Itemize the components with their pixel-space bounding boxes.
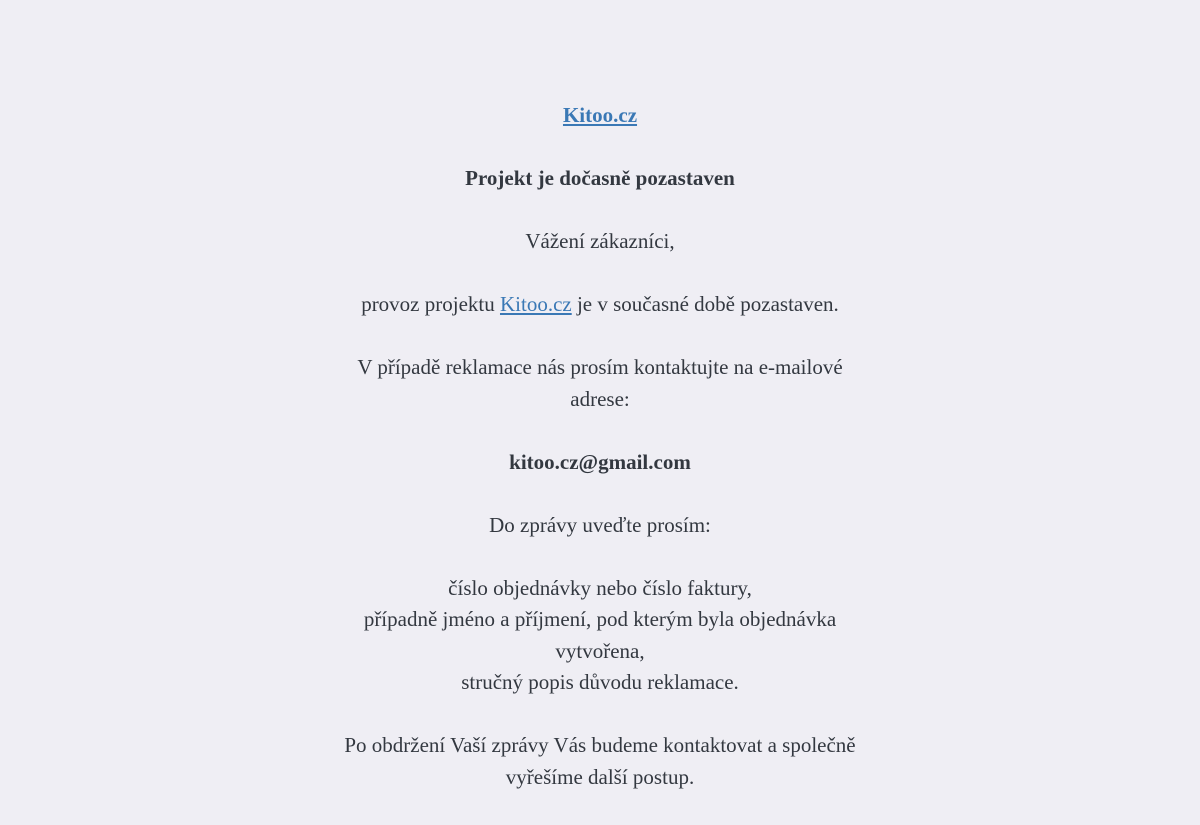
message-container	[330, 100, 870, 793]
closing-paragraph: Po obdržení Vaší zprávy Vás budeme kontaktovat a společně vyřešíme další postup.	[344, 733, 856, 789]
instructions-list	[330, 573, 870, 699]
greeting: Vážení zákazníci,	[525, 229, 675, 253]
page-content	[0, 100, 1200, 825]
notice-site-link[interactable]: Kitoo.cz	[499, 292, 572, 316]
instructions-intro: Do zprávy uveďte prosím:	[489, 512, 711, 537]
site-title-link[interactable]: Kitoo.cz	[562, 103, 638, 127]
site-title-line	[330, 100, 870, 132]
notice-paragraph	[330, 289, 870, 321]
contact-email: kitoo.cz@gmail.com	[509, 449, 691, 474]
contact-intro: V případě reklamace nás prosím kontaktujte na e-mailové adrese:	[357, 355, 843, 411]
notice-suffix: je v současné době pozastaven.	[571, 292, 839, 316]
instruction-item: stručný popis důvodu reklamace.	[461, 670, 739, 694]
instruction-item: číslo objednávky nebo číslo faktury,	[448, 575, 752, 600]
page-heading: Projekt je dočasně pozastaven	[465, 166, 735, 190]
instruction-item: případně jméno a příjmení, pod kterým byla objednávka vytvořena,	[363, 607, 837, 663]
notice-prefix: provoz projektu	[361, 292, 500, 316]
